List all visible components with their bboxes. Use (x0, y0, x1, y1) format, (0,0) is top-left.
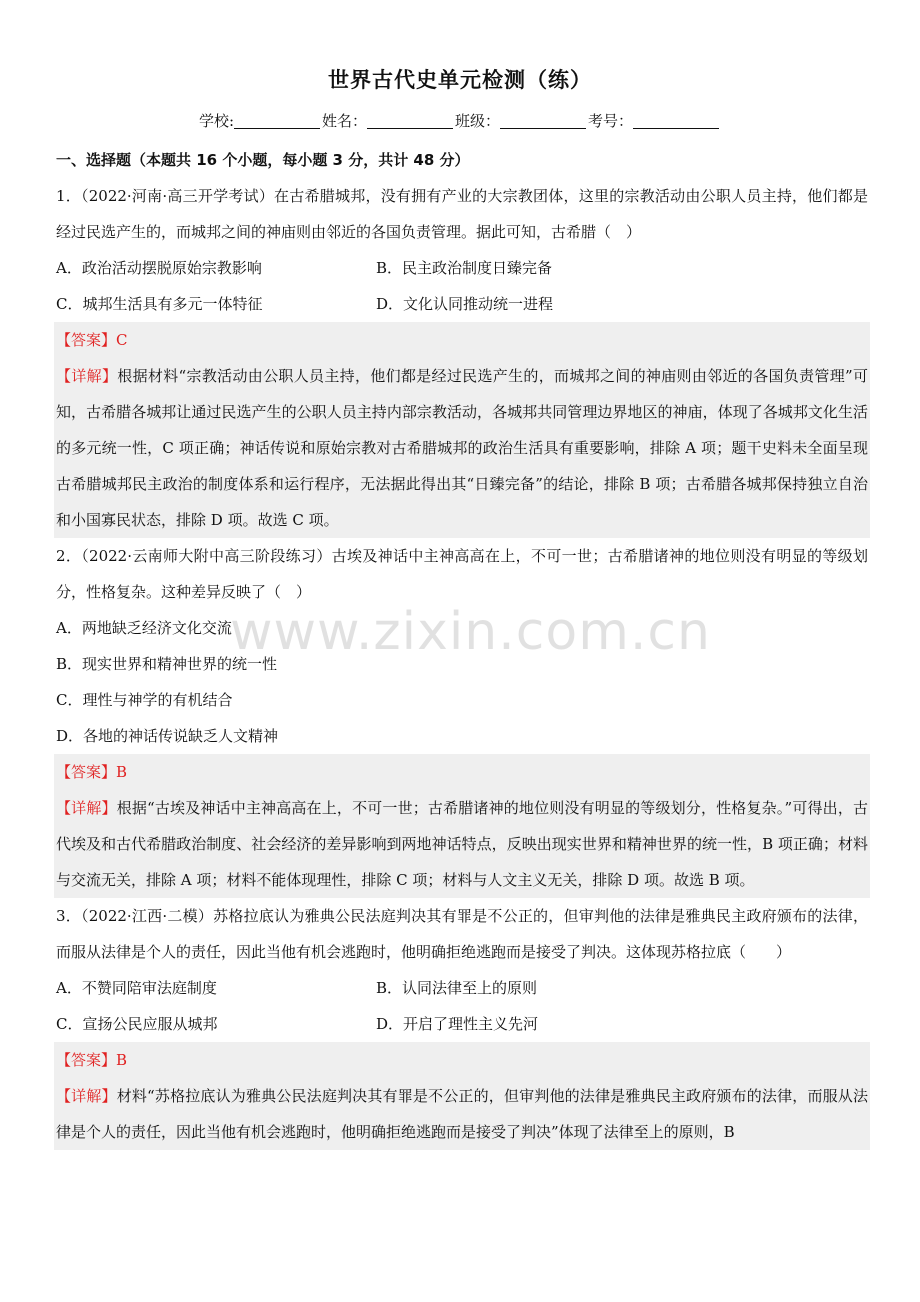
analysis-tag: 【详解】 (56, 1087, 117, 1105)
option-a: A．政治活动摆脱原始宗教影响 (56, 259, 262, 277)
option-b: B．民主政治制度日臻完备 (376, 259, 553, 277)
option-b: B．现实世界和精神世界的统一性 (56, 655, 278, 673)
page-title: 世界古代史单元检测（练） (328, 68, 592, 92)
option-a: A．不赞同陪审法庭制度 (56, 979, 217, 997)
analysis-line (56, 790, 868, 898)
question-1 (56, 178, 868, 538)
number-label: 考号： (588, 112, 634, 130)
option-group (56, 250, 868, 322)
answer-value: B (116, 763, 128, 781)
option-a: A．两地缺乏经济文化交流 (56, 619, 232, 637)
analysis-tag: 【详解】 (56, 799, 117, 817)
answer-line (56, 754, 868, 790)
option-d: D．开启了理性主义先河 (376, 1015, 539, 1033)
option-c: C．理性与神学的有机结合 (56, 691, 233, 709)
analysis-text: 材料“苏格拉底认为雅典公民法庭判决其有罪是不公正的，但审判他的法律是雅典民主政府颁布的法律，而服从法律是个人的责任，因此当他有机会逃跑时，他明确拒绝逃跑而是接受了判决”体现了法律至上的原则，B (56, 1087, 868, 1141)
question-stem: 1．（2022·河南·高三开学考试）在古希腊城邦，没有拥有产业的大宗教团体，这里的宗教活动由公职人员主持，他们都是经过民选产生的，而城邦之间的神庙则由邻近的各国负责管理。据此可知，古希腊（ ） (56, 187, 868, 241)
analysis-text: 根据材料“宗教活动由公职人员主持，他们都是经过民选产生的，而城邦之间的神庙则由邻近的各国负责管理”可知，古希腊各城邦让通过民选产生的公职人员主持内部宗教活动，各城邦共同管理边界地区的神庙，体现了各城邦文化生活的多元统一性，C 项正确；神话传说和原始宗教对古希腊城邦的政治生活具有重要影响，排除 A 项；题干史料未全面呈现古希腊城邦民主政治的制度体系和运行程序，无法据此得出其“日臻完备”的结论，排除 B 项；古希腊各城邦保持独立自治和小国寡民状态，排除 D 项。故选 C 项。 (56, 367, 868, 529)
option-d: D．文化认同推动统一进程 (376, 295, 554, 313)
school-blank[interactable] (234, 114, 320, 129)
option-group (56, 970, 868, 1042)
option-d: D．各地的神话传说缺乏人文精神 (56, 727, 279, 745)
option-group (56, 610, 868, 754)
answer-block (54, 322, 870, 538)
question-2 (56, 538, 868, 898)
analysis-line (56, 1078, 868, 1150)
option-b: B．认同法律至上的原则 (376, 979, 538, 997)
answer-block (54, 754, 870, 898)
answer-value: C (116, 331, 128, 349)
question-3 (56, 898, 868, 1150)
analysis-tag: 【详解】 (56, 367, 118, 385)
class-label: 班级： (455, 112, 501, 130)
analysis-line (56, 358, 868, 538)
analysis-text: 根据“古埃及神话中主神高高在上，不可一世；古希腊诸神的地位则没有明显的等级划分，性格复杂。”可得出，古代埃及和古代希腊政治制度、社会经济的差异影响到两地神话特点，反映出现实世界和精神世界的统一性，B 项正确；材料与交流无关，排除 A 项；材料不能体现理性，排除 C 项；材料与人文主义无关，排除 D 项。故选 B 项。 (56, 799, 868, 889)
name-blank[interactable] (367, 114, 453, 129)
class-blank[interactable] (500, 114, 586, 129)
number-blank[interactable] (633, 114, 719, 129)
answer-tag: 【答案】 (56, 331, 117, 349)
watermark: www.zixin.com.cn (230, 602, 711, 662)
answer-line (56, 1042, 868, 1078)
question-stem: 2．（2022·云南师大附中高三阶段练习）古埃及神话中主神高高在上，不可一世；古希腊诸神的地位则没有明显的等级划分，性格复杂。这种差异反映了（ ） (56, 547, 868, 601)
answer-tag: 【答案】 (56, 1051, 117, 1069)
answer-line (56, 322, 868, 358)
student-info-line (0, 110, 920, 131)
answer-tag: 【答案】 (56, 763, 117, 781)
option-c: C．宣扬公民应服从城邦 (56, 1015, 218, 1033)
name-label: 姓名： (322, 112, 368, 130)
school-label: 学校: (198, 112, 234, 130)
question-stem: 3．（2022·江西·二模）苏格拉底认为雅典公民法庭判决其有罪是不公正的，但审判他的法律是雅典民主政府颁布的法律，而服从法律是个人的责任，因此当他有机会逃跑时，他明确拒绝逃跑而是接受了判决。这体现苏格拉底（ ） (56, 907, 868, 961)
answer-value: B (116, 1051, 128, 1069)
option-c: C．城邦生活具有多元一体特征 (56, 295, 263, 313)
question-list (56, 178, 868, 1150)
answer-block (54, 1042, 870, 1150)
section-heading: 一、选择题（本题共 16 个小题，每小题 3 分，共计 48 分） (56, 151, 470, 169)
